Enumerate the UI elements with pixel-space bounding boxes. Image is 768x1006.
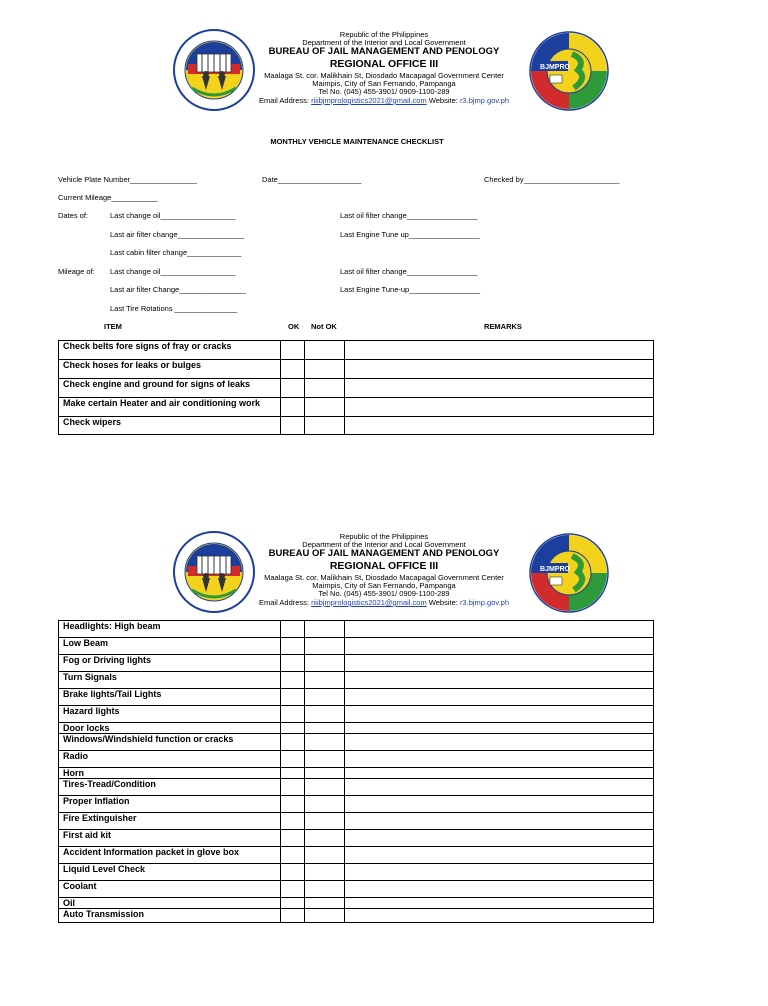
remarks-cell[interactable] [345,723,654,734]
republic-text: Republic of the Philippines [339,532,429,541]
table-row [59,417,654,435]
website-label: Website: [428,96,458,105]
bjmpro-seal-right-icon [528,532,610,614]
dates-last-cabin-filter[interactable]: Last cabin filter change_____________ [110,248,242,257]
remarks-cell[interactable] [345,655,654,672]
remarks-cell[interactable] [345,813,654,830]
website-link[interactable]: r3.bjmp.gov.ph [459,96,509,105]
table-row [59,847,654,864]
table-row [59,723,654,734]
ok-cell[interactable] [281,779,305,796]
item-cell: Check hoses for leaks or bulges [59,360,281,379]
item-cell: Door locks [59,723,281,734]
item-cell: First aid kit [59,830,281,847]
item-cell: Fire Extinguisher [59,813,281,830]
table-row [59,779,654,796]
form-title: MONTHLY VEHICLE MAINTENANCE CHECKLIST [270,137,444,146]
current-mileage-field[interactable]: Current Mileage___________ [58,193,158,202]
not-ok-cell[interactable] [305,621,345,638]
col-header-ok: OK [288,322,300,331]
letterhead-top [0,28,768,108]
remarks-cell[interactable] [345,779,654,796]
ok-cell[interactable] [281,706,305,723]
remarks-cell[interactable] [345,796,654,813]
not-ok-cell[interactable] [305,779,345,796]
not-ok-cell[interactable] [305,898,345,909]
item-cell: Check wipers [59,417,281,435]
dates-last-engine-tune[interactable]: Last Engine Tune up_________________ [340,230,480,239]
mileage-last-oil-filter[interactable]: Last oil filter change_________________ [340,267,478,276]
item-cell: Make certain Heater and air conditioning work [59,398,281,417]
not-ok-cell[interactable] [305,813,345,830]
remarks-cell[interactable] [345,360,654,379]
tel-line: Tel No. (045) 455-3901/ 0909-1100-289 [318,87,450,96]
remarks-cell[interactable] [345,379,654,398]
bureau-title: BUREAU OF JAIL MANAGEMENT AND PENOLOGY [268,46,500,57]
checklist-table-2 [58,620,654,923]
not-ok-cell[interactable] [305,864,345,881]
item-cell: Auto Transmission [59,909,281,923]
not-ok-cell[interactable] [305,379,345,398]
table-row [59,341,654,360]
table-row [59,881,654,898]
item-cell: Check engine and ground for signs of leaks [59,379,281,398]
ok-cell[interactable] [281,417,305,435]
not-ok-cell[interactable] [305,689,345,706]
col-header-not-ok: Not OK [311,322,337,331]
mileage-last-tire-rotation[interactable]: Last Tire Rotations _______________ [110,304,238,313]
address-line-1: Maalaga St. cor. Malikhain St, Diosdado Macapagal Government Center [264,573,504,582]
department-text: Department of the Interior and Local Government [302,540,466,549]
table-row [59,796,654,813]
remarks-cell[interactable] [345,417,654,435]
ok-cell[interactable] [281,723,305,734]
remarks-cell[interactable] [345,398,654,417]
item-cell: Tires-Tread/Condition [59,779,281,796]
checked-by-field[interactable]: Checked by_______________________ [484,175,620,184]
table-row [59,689,654,706]
table-row [59,379,654,398]
not-ok-cell[interactable] [305,706,345,723]
item-cell: Coolant [59,881,281,898]
remarks-cell[interactable] [345,830,654,847]
table-row [59,621,654,638]
date-field[interactable]: Date____________________ [262,175,362,184]
not-ok-cell[interactable] [305,830,345,847]
contact-line [0,96,768,105]
table-row [59,864,654,881]
vehicle-plate-field[interactable]: Vehicle Plate Number________________ [58,175,197,184]
item-cell: Fog or Driving lights [59,655,281,672]
not-ok-cell[interactable] [305,655,345,672]
bjmpro-seal-right-icon [528,30,610,112]
contact-line [0,598,768,607]
right-seal-text: BJMPRO [540,64,570,71]
not-ok-cell[interactable] [305,360,345,379]
table-row [59,830,654,847]
mileage-last-air-filter[interactable]: Last air filter Change________________ [110,285,246,294]
remarks-cell[interactable] [345,768,654,779]
region-title: REGIONAL OFFICE III [329,560,439,572]
ok-cell[interactable] [281,864,305,881]
ok-cell[interactable] [281,830,305,847]
remarks-cell[interactable] [345,751,654,768]
ok-cell[interactable] [281,734,305,751]
ok-cell[interactable] [281,751,305,768]
item-cell: Accident Information packet in glove box [59,847,281,864]
remarks-cell[interactable] [345,898,654,909]
ok-cell[interactable] [281,847,305,864]
not-ok-cell[interactable] [305,398,345,417]
bureau-title: BUREAU OF JAIL MANAGEMENT AND PENOLOGY [268,548,500,559]
tel-line: Tel No. (045) 455-3901/ 0909-1100-289 [318,589,450,598]
col-header-item: ITEM [104,322,122,331]
not-ok-cell[interactable] [305,881,345,898]
table-row [59,638,654,655]
item-cell: Liquid Level Check [59,864,281,881]
table-row [59,898,654,909]
remarks-cell[interactable] [345,881,654,898]
republic-text: Republic of the Philippines [339,30,429,39]
remarks-cell[interactable] [345,672,654,689]
email-link[interactable]: riiibjmprologistics2021@gmail.com [311,598,427,607]
not-ok-cell[interactable] [305,909,345,923]
table-row [59,813,654,830]
remarks-cell[interactable] [345,864,654,881]
item-cell: Oil [59,898,281,909]
not-ok-cell[interactable] [305,796,345,813]
mileage-of-label: Mileage of: [58,267,95,276]
not-ok-cell[interactable] [305,672,345,689]
item-cell: Low Beam [59,638,281,655]
checklist-table-1 [58,340,654,435]
ok-cell[interactable] [281,638,305,655]
email-label: Email Address: [259,598,310,607]
remarks-cell[interactable] [345,638,654,655]
item-cell: Check belts fore signs of fray or cracks [59,341,281,360]
ok-cell[interactable] [281,768,305,779]
remarks-cell[interactable] [345,909,654,923]
remarks-cell[interactable] [345,734,654,751]
ok-cell[interactable] [281,909,305,923]
right-seal-text: BJMPRO [540,566,570,573]
dates-of-label: Dates of: [58,211,89,220]
item-cell: Headlights: High beam [59,621,281,638]
table-row [59,655,654,672]
address-line-2: Maimpis, City of San Fernando, Pampanga [312,79,456,88]
remarks-cell[interactable] [345,341,654,360]
not-ok-cell[interactable] [305,847,345,864]
remarks-cell[interactable] [345,689,654,706]
email-label: Email Address: [259,96,310,105]
item-cell: Radio [59,751,281,768]
ok-cell[interactable] [281,813,305,830]
item-cell: Horn [59,768,281,779]
website-link[interactable]: r3.bjmp.gov.ph [459,598,509,607]
not-ok-cell[interactable] [305,638,345,655]
ok-cell[interactable] [281,360,305,379]
item-cell: Turn Signals [59,672,281,689]
mileage-last-engine-tune[interactable]: Last Engine Tune-up_________________ [340,285,481,294]
region-title: REGIONAL OFFICE III [329,58,439,70]
col-header-remarks: REMARKS [484,322,522,331]
dates-last-change-oil[interactable]: Last change oil__________________ [110,211,236,220]
ok-cell[interactable] [281,689,305,706]
table-row [59,360,654,379]
table-row [59,706,654,723]
dates-last-oil-filter[interactable]: Last oil filter change_________________ [340,211,478,220]
ok-cell[interactable] [281,621,305,638]
item-cell: Proper Inflation [59,796,281,813]
not-ok-cell[interactable] [305,768,345,779]
table-row [59,398,654,417]
address-line-2: Maimpis, City of San Fernando, Pampanga [312,581,456,590]
table-row [59,734,654,751]
not-ok-cell[interactable] [305,417,345,435]
ok-cell[interactable] [281,672,305,689]
table-row [59,672,654,689]
not-ok-cell[interactable] [305,734,345,751]
ok-cell[interactable] [281,881,305,898]
dates-last-air-filter[interactable]: Last air filter change________________ [110,230,245,239]
letterhead-bottom [0,530,768,610]
item-cell: Windows/Windshield function or cracks [59,734,281,751]
item-cell: Hazard lights [59,706,281,723]
remarks-cell[interactable] [345,847,654,864]
table-row [59,909,654,923]
ok-cell[interactable] [281,655,305,672]
table-row [59,768,654,779]
remarks-cell[interactable] [345,621,654,638]
remarks-cell[interactable] [345,706,654,723]
mileage-last-change-oil[interactable]: Last change oil__________________ [110,267,236,276]
ok-cell[interactable] [281,898,305,909]
not-ok-cell[interactable] [305,751,345,768]
table-row [59,751,654,768]
ok-cell[interactable] [281,398,305,417]
email-link[interactable]: riiibjmprologistics2021@gmail.com [311,96,427,105]
not-ok-cell[interactable] [305,341,345,360]
ok-cell[interactable] [281,796,305,813]
address-line-1: Maalaga St. cor. Malikhain St, Diosdado Macapagal Government Center [264,71,504,80]
ok-cell[interactable] [281,379,305,398]
not-ok-cell[interactable] [305,723,345,734]
department-text: Department of the Interior and Local Government [302,38,466,47]
website-label: Website: [428,598,458,607]
ok-cell[interactable] [281,341,305,360]
item-cell: Brake lights/Tail Lights [59,689,281,706]
